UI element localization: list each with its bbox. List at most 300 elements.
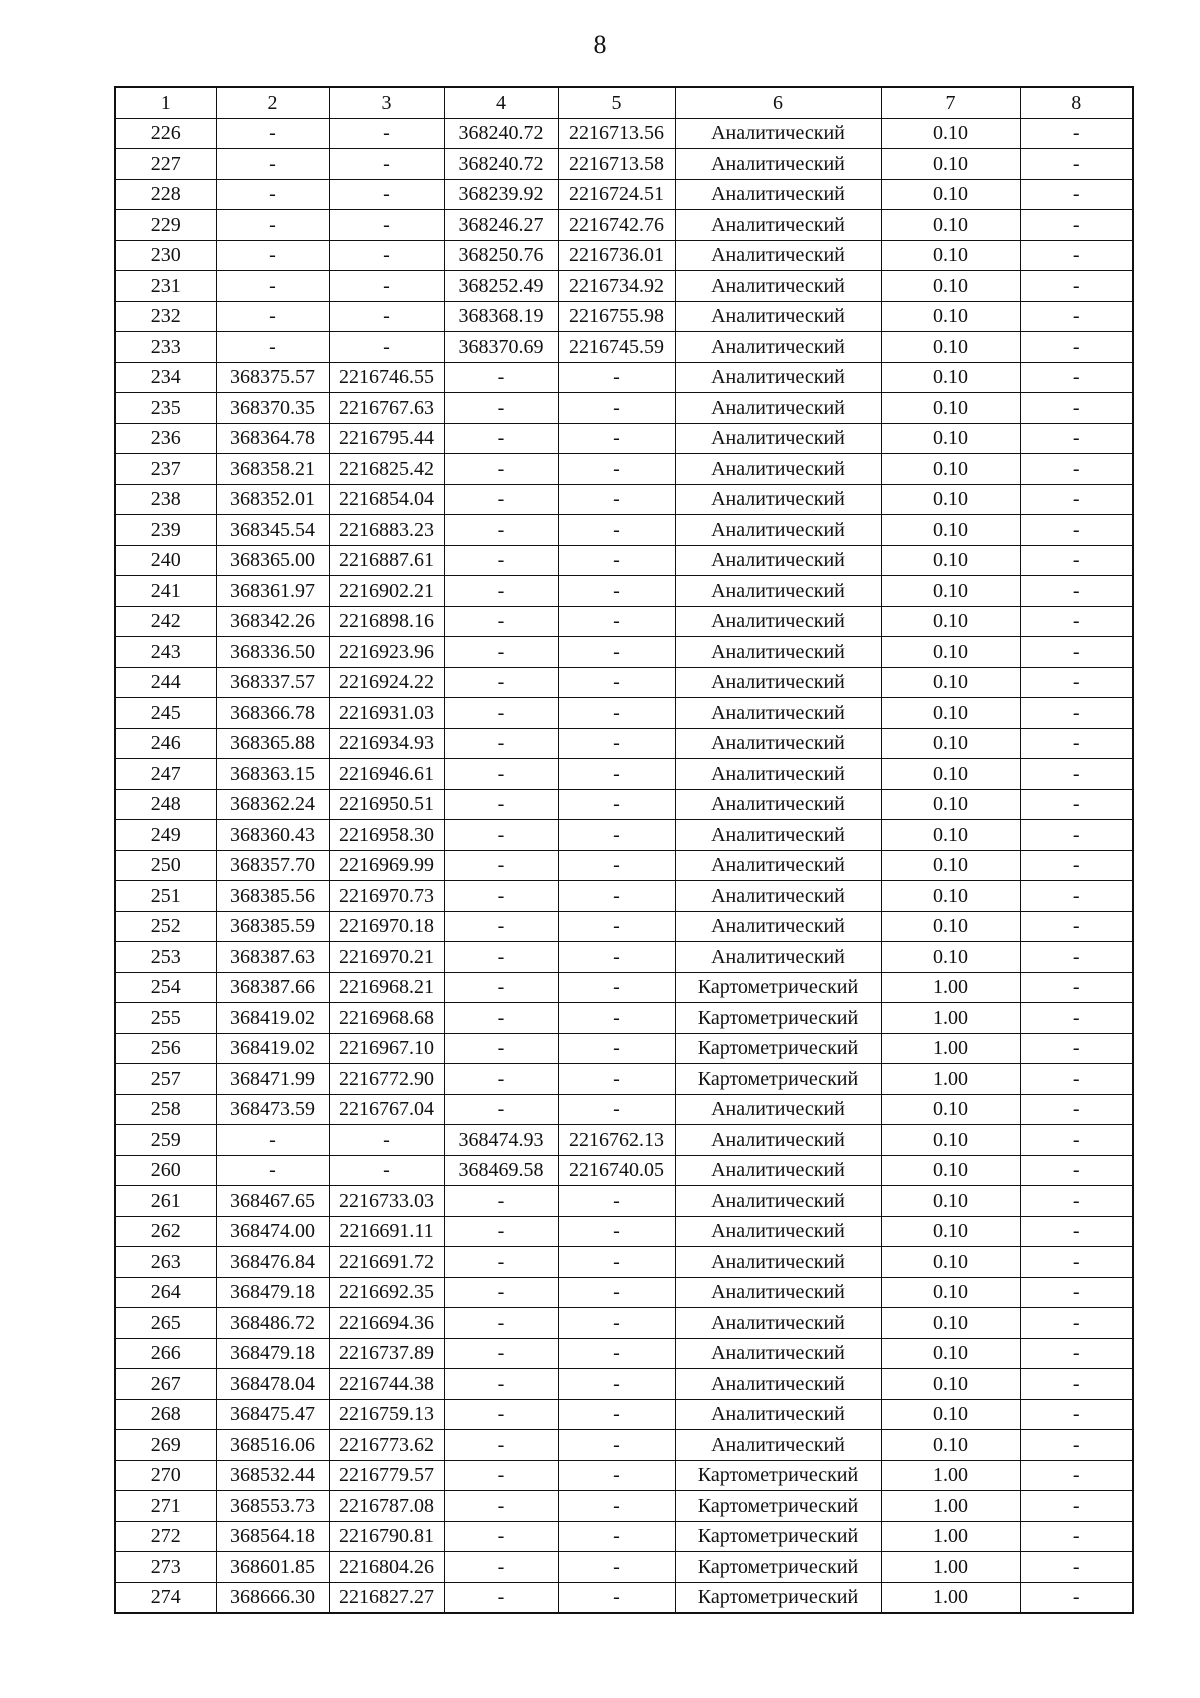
- determination-method-cell: Аналитический: [675, 759, 881, 790]
- refined-x-cell: -: [444, 1582, 558, 1613]
- determination-method-cell: Аналитический: [675, 423, 881, 454]
- accuracy-cell: 1.00: [881, 1521, 1020, 1552]
- existing-y-cell: -: [329, 179, 444, 210]
- note-cell: -: [1020, 1491, 1133, 1522]
- table-row: [115, 515, 1133, 546]
- existing-x-cell: 368419.02: [216, 1003, 329, 1034]
- refined-y-cell: -: [558, 881, 675, 912]
- note-cell: -: [1020, 423, 1133, 454]
- note-cell: -: [1020, 1003, 1133, 1034]
- existing-x-cell: 368366.78: [216, 698, 329, 729]
- note-cell: -: [1020, 911, 1133, 942]
- note-cell: -: [1020, 1552, 1133, 1583]
- accuracy-cell: 0.10: [881, 698, 1020, 729]
- determination-method-cell: Аналитический: [675, 484, 881, 515]
- refined-y-cell: -: [558, 1491, 675, 1522]
- determination-method-cell: Аналитический: [675, 362, 881, 393]
- existing-y-cell: 2216946.61: [329, 759, 444, 790]
- table-row: [115, 1399, 1133, 1430]
- refined-y-cell: 2216762.13: [558, 1125, 675, 1156]
- accuracy-cell: 0.10: [881, 637, 1020, 668]
- refined-x-cell: -: [444, 362, 558, 393]
- refined-y-cell: -: [558, 1460, 675, 1491]
- determination-method-cell: Аналитический: [675, 728, 881, 759]
- refined-x-cell: -: [444, 881, 558, 912]
- existing-x-cell: -: [216, 118, 329, 149]
- note-cell: -: [1020, 789, 1133, 820]
- point-number-cell: 251: [115, 881, 216, 912]
- table-row: [115, 362, 1133, 393]
- table-row: [115, 1491, 1133, 1522]
- accuracy-cell: 0.10: [881, 942, 1020, 973]
- existing-y-cell: 2216779.57: [329, 1460, 444, 1491]
- existing-x-cell: 368364.78: [216, 423, 329, 454]
- accuracy-cell: 0.10: [881, 393, 1020, 424]
- refined-y-cell: -: [558, 1369, 675, 1400]
- accuracy-cell: 0.10: [881, 728, 1020, 759]
- existing-y-cell: 2216958.30: [329, 820, 444, 851]
- determination-method-cell: Аналитический: [675, 454, 881, 485]
- refined-x-cell: -: [444, 576, 558, 607]
- existing-y-cell: 2216767.63: [329, 393, 444, 424]
- determination-method-cell: Аналитический: [675, 606, 881, 637]
- refined-y-cell: -: [558, 1582, 675, 1613]
- refined-x-cell: 368240.72: [444, 149, 558, 180]
- table-row: [115, 942, 1133, 973]
- refined-y-cell: -: [558, 789, 675, 820]
- existing-x-cell: 368365.00: [216, 545, 329, 576]
- refined-y-cell: -: [558, 637, 675, 668]
- table-row: [115, 1155, 1133, 1186]
- determination-method-cell: Аналитический: [675, 332, 881, 363]
- accuracy-cell: 0.10: [881, 423, 1020, 454]
- note-cell: -: [1020, 667, 1133, 698]
- determination-method-cell: Аналитический: [675, 1247, 881, 1278]
- existing-y-cell: -: [329, 301, 444, 332]
- refined-x-cell: 368370.69: [444, 332, 558, 363]
- point-number-cell: 272: [115, 1521, 216, 1552]
- refined-y-cell: -: [558, 820, 675, 851]
- note-cell: -: [1020, 301, 1133, 332]
- existing-x-cell: 368601.85: [216, 1552, 329, 1583]
- column-header: 1: [115, 87, 216, 118]
- table-body: [115, 118, 1133, 1613]
- note-cell: -: [1020, 1308, 1133, 1339]
- existing-x-cell: 368352.01: [216, 484, 329, 515]
- refined-y-cell: 2216713.56: [558, 118, 675, 149]
- refined-y-cell: 2216745.59: [558, 332, 675, 363]
- refined-x-cell: -: [444, 1003, 558, 1034]
- existing-x-cell: 368387.63: [216, 942, 329, 973]
- refined-y-cell: -: [558, 1430, 675, 1461]
- determination-method-cell: Аналитический: [675, 149, 881, 180]
- existing-y-cell: 2216887.61: [329, 545, 444, 576]
- refined-y-cell: -: [558, 1308, 675, 1339]
- note-cell: -: [1020, 942, 1133, 973]
- determination-method-cell: Аналитический: [675, 1369, 881, 1400]
- existing-x-cell: 368467.65: [216, 1186, 329, 1217]
- table-header-row: [115, 87, 1133, 118]
- point-number-cell: 246: [115, 728, 216, 759]
- accuracy-cell: 0.10: [881, 1277, 1020, 1308]
- existing-x-cell: -: [216, 1125, 329, 1156]
- accuracy-cell: 0.10: [881, 362, 1020, 393]
- point-number-cell: 269: [115, 1430, 216, 1461]
- refined-y-cell: -: [558, 393, 675, 424]
- point-number-cell: 271: [115, 1491, 216, 1522]
- refined-x-cell: -: [444, 1186, 558, 1217]
- refined-y-cell: -: [558, 1094, 675, 1125]
- existing-x-cell: 368479.18: [216, 1338, 329, 1369]
- note-cell: -: [1020, 881, 1133, 912]
- note-cell: -: [1020, 484, 1133, 515]
- point-number-cell: 236: [115, 423, 216, 454]
- determination-method-cell: Аналитический: [675, 1094, 881, 1125]
- point-number-cell: 239: [115, 515, 216, 546]
- refined-x-cell: -: [444, 606, 558, 637]
- existing-x-cell: 368357.70: [216, 850, 329, 881]
- existing-x-cell: 368475.47: [216, 1399, 329, 1430]
- existing-x-cell: 368666.30: [216, 1582, 329, 1613]
- accuracy-cell: 0.10: [881, 1155, 1020, 1186]
- refined-x-cell: -: [444, 911, 558, 942]
- table-row: [115, 1308, 1133, 1339]
- refined-x-cell: -: [444, 1430, 558, 1461]
- existing-y-cell: 2216931.03: [329, 698, 444, 729]
- existing-y-cell: -: [329, 210, 444, 241]
- existing-x-cell: -: [216, 149, 329, 180]
- point-number-cell: 268: [115, 1399, 216, 1430]
- accuracy-cell: 0.10: [881, 881, 1020, 912]
- existing-y-cell: 2216902.21: [329, 576, 444, 607]
- determination-method-cell: Аналитический: [675, 789, 881, 820]
- refined-x-cell: 368474.93: [444, 1125, 558, 1156]
- refined-x-cell: -: [444, 637, 558, 668]
- determination-method-cell: Аналитический: [675, 393, 881, 424]
- refined-y-cell: -: [558, 1399, 675, 1430]
- point-number-cell: 255: [115, 1003, 216, 1034]
- existing-y-cell: 2216767.04: [329, 1094, 444, 1125]
- point-number-cell: 274: [115, 1582, 216, 1613]
- column-header: 2: [216, 87, 329, 118]
- determination-method-cell: Картометрический: [675, 1521, 881, 1552]
- refined-y-cell: -: [558, 1247, 675, 1278]
- table-row: [115, 545, 1133, 576]
- point-number-cell: 256: [115, 1033, 216, 1064]
- refined-y-cell: -: [558, 1003, 675, 1034]
- note-cell: -: [1020, 179, 1133, 210]
- determination-method-cell: Аналитический: [675, 1399, 881, 1430]
- point-number-cell: 266: [115, 1338, 216, 1369]
- note-cell: -: [1020, 972, 1133, 1003]
- accuracy-cell: 0.10: [881, 1308, 1020, 1339]
- note-cell: -: [1020, 698, 1133, 729]
- point-number-cell: 250: [115, 850, 216, 881]
- accuracy-cell: 0.10: [881, 576, 1020, 607]
- accuracy-cell: 0.10: [881, 515, 1020, 546]
- page-number: 8: [593, 30, 607, 59]
- point-number-cell: 261: [115, 1186, 216, 1217]
- point-number-cell: 262: [115, 1216, 216, 1247]
- coordinates-table: [114, 86, 1134, 1614]
- refined-x-cell: 368246.27: [444, 210, 558, 241]
- refined-x-cell: -: [444, 1308, 558, 1339]
- point-number-cell: 259: [115, 1125, 216, 1156]
- point-number-cell: 233: [115, 332, 216, 363]
- refined-y-cell: -: [558, 1277, 675, 1308]
- note-cell: -: [1020, 1186, 1133, 1217]
- table-row: [115, 1430, 1133, 1461]
- existing-y-cell: 2216773.62: [329, 1430, 444, 1461]
- table-row: [115, 1277, 1133, 1308]
- point-number-cell: 247: [115, 759, 216, 790]
- determination-method-cell: Аналитический: [675, 881, 881, 912]
- refined-x-cell: -: [444, 789, 558, 820]
- accuracy-cell: 0.10: [881, 210, 1020, 241]
- refined-x-cell: -: [444, 1277, 558, 1308]
- refined-y-cell: -: [558, 423, 675, 454]
- refined-y-cell: 2216724.51: [558, 179, 675, 210]
- refined-x-cell: -: [444, 850, 558, 881]
- note-cell: -: [1020, 118, 1133, 149]
- point-number-cell: 228: [115, 179, 216, 210]
- existing-x-cell: -: [216, 301, 329, 332]
- refined-x-cell: -: [444, 1033, 558, 1064]
- note-cell: -: [1020, 637, 1133, 668]
- accuracy-cell: 0.10: [881, 1247, 1020, 1278]
- point-number-cell: 230: [115, 240, 216, 271]
- accuracy-cell: 0.10: [881, 545, 1020, 576]
- point-number-cell: 244: [115, 667, 216, 698]
- refined-x-cell: -: [444, 1064, 558, 1095]
- accuracy-cell: 0.10: [881, 454, 1020, 485]
- accuracy-cell: 0.10: [881, 484, 1020, 515]
- refined-x-cell: -: [444, 515, 558, 546]
- note-cell: -: [1020, 820, 1133, 851]
- refined-y-cell: -: [558, 698, 675, 729]
- refined-y-cell: -: [558, 1033, 675, 1064]
- point-number-cell: 227: [115, 149, 216, 180]
- accuracy-cell: 0.10: [881, 820, 1020, 851]
- note-cell: -: [1020, 210, 1133, 241]
- determination-method-cell: Аналитический: [675, 1308, 881, 1339]
- existing-y-cell: 2216694.36: [329, 1308, 444, 1339]
- refined-y-cell: -: [558, 942, 675, 973]
- accuracy-cell: 0.10: [881, 850, 1020, 881]
- determination-method-cell: Аналитический: [675, 1277, 881, 1308]
- point-number-cell: 248: [115, 789, 216, 820]
- table-row: [115, 1582, 1133, 1613]
- point-number-cell: 242: [115, 606, 216, 637]
- point-number-cell: 238: [115, 484, 216, 515]
- determination-method-cell: Картометрический: [675, 1460, 881, 1491]
- refined-x-cell: -: [444, 1521, 558, 1552]
- determination-method-cell: Аналитический: [675, 1430, 881, 1461]
- accuracy-cell: 0.10: [881, 149, 1020, 180]
- existing-x-cell: 368553.73: [216, 1491, 329, 1522]
- existing-x-cell: -: [216, 179, 329, 210]
- existing-y-cell: 2216744.38: [329, 1369, 444, 1400]
- existing-y-cell: 2216924.22: [329, 667, 444, 698]
- table-row: [115, 667, 1133, 698]
- determination-method-cell: Аналитический: [675, 515, 881, 546]
- determination-method-cell: Аналитический: [675, 240, 881, 271]
- table-row: [115, 1460, 1133, 1491]
- accuracy-cell: 1.00: [881, 1552, 1020, 1583]
- determination-method-cell: Аналитический: [675, 1125, 881, 1156]
- table-row: [115, 1186, 1133, 1217]
- refined-x-cell: 368250.76: [444, 240, 558, 271]
- refined-y-cell: -: [558, 515, 675, 546]
- existing-x-cell: 368471.99: [216, 1064, 329, 1095]
- note-cell: -: [1020, 1216, 1133, 1247]
- refined-y-cell: 2216736.01: [558, 240, 675, 271]
- point-number-cell: 240: [115, 545, 216, 576]
- table-row: [115, 271, 1133, 302]
- column-header: 6: [675, 87, 881, 118]
- table-row: [115, 240, 1133, 271]
- refined-x-cell: -: [444, 942, 558, 973]
- existing-x-cell: 368358.21: [216, 454, 329, 485]
- existing-y-cell: 2216967.10: [329, 1033, 444, 1064]
- refined-y-cell: 2216740.05: [558, 1155, 675, 1186]
- refined-y-cell: -: [558, 850, 675, 881]
- note-cell: -: [1020, 606, 1133, 637]
- existing-x-cell: 368387.66: [216, 972, 329, 1003]
- refined-x-cell: -: [444, 698, 558, 729]
- existing-y-cell: -: [329, 1155, 444, 1186]
- table-row: [115, 1338, 1133, 1369]
- determination-method-cell: Картометрический: [675, 1491, 881, 1522]
- determination-method-cell: Аналитический: [675, 210, 881, 241]
- determination-method-cell: Аналитический: [675, 1155, 881, 1186]
- existing-x-cell: 368385.59: [216, 911, 329, 942]
- note-cell: -: [1020, 454, 1133, 485]
- existing-x-cell: -: [216, 240, 329, 271]
- existing-y-cell: 2216970.21: [329, 942, 444, 973]
- table-row: [115, 820, 1133, 851]
- existing-y-cell: 2216691.72: [329, 1247, 444, 1278]
- table-row: [115, 759, 1133, 790]
- column-header: 8: [1020, 87, 1133, 118]
- existing-x-cell: 368532.44: [216, 1460, 329, 1491]
- accuracy-cell: 1.00: [881, 1582, 1020, 1613]
- table-row: [115, 911, 1133, 942]
- note-cell: -: [1020, 393, 1133, 424]
- point-number-cell: 234: [115, 362, 216, 393]
- determination-method-cell: Картометрический: [675, 1033, 881, 1064]
- existing-x-cell: 368361.97: [216, 576, 329, 607]
- refined-y-cell: -: [558, 911, 675, 942]
- existing-y-cell: 2216691.11: [329, 1216, 444, 1247]
- determination-method-cell: Аналитический: [675, 179, 881, 210]
- existing-y-cell: 2216737.89: [329, 1338, 444, 1369]
- existing-y-cell: 2216854.04: [329, 484, 444, 515]
- table-row: [115, 1369, 1133, 1400]
- refined-y-cell: -: [558, 728, 675, 759]
- determination-method-cell: Картометрический: [675, 1003, 881, 1034]
- existing-x-cell: 368365.88: [216, 728, 329, 759]
- note-cell: -: [1020, 362, 1133, 393]
- existing-y-cell: 2216795.44: [329, 423, 444, 454]
- refined-x-cell: -: [444, 1216, 558, 1247]
- refined-y-cell: -: [558, 667, 675, 698]
- refined-y-cell: -: [558, 454, 675, 485]
- refined-y-cell: -: [558, 606, 675, 637]
- existing-y-cell: 2216934.93: [329, 728, 444, 759]
- refined-y-cell: 2216713.58: [558, 149, 675, 180]
- table-row: [115, 1216, 1133, 1247]
- note-cell: -: [1020, 1399, 1133, 1430]
- point-number-cell: 270: [115, 1460, 216, 1491]
- table-row: [115, 1094, 1133, 1125]
- determination-method-cell: Аналитический: [675, 698, 881, 729]
- existing-x-cell: 368385.56: [216, 881, 329, 912]
- refined-x-cell: -: [444, 1460, 558, 1491]
- determination-method-cell: Картометрический: [675, 1582, 881, 1613]
- refined-y-cell: -: [558, 1186, 675, 1217]
- existing-y-cell: 2216746.55: [329, 362, 444, 393]
- table-row: [115, 301, 1133, 332]
- refined-x-cell: -: [444, 759, 558, 790]
- determination-method-cell: Аналитический: [675, 637, 881, 668]
- existing-y-cell: 2216950.51: [329, 789, 444, 820]
- accuracy-cell: 1.00: [881, 1460, 1020, 1491]
- table-row: [115, 1521, 1133, 1552]
- accuracy-cell: 0.10: [881, 301, 1020, 332]
- point-number-cell: 253: [115, 942, 216, 973]
- existing-x-cell: 368486.72: [216, 1308, 329, 1339]
- determination-method-cell: Аналитический: [675, 576, 881, 607]
- refined-x-cell: 368368.19: [444, 301, 558, 332]
- refined-x-cell: -: [444, 484, 558, 515]
- accuracy-cell: 0.10: [881, 606, 1020, 637]
- column-header: 4: [444, 87, 558, 118]
- existing-y-cell: -: [329, 149, 444, 180]
- determination-method-cell: Картометрический: [675, 972, 881, 1003]
- refined-x-cell: 368239.92: [444, 179, 558, 210]
- point-number-cell: 226: [115, 118, 216, 149]
- refined-x-cell: 368240.72: [444, 118, 558, 149]
- refined-y-cell: 2216742.76: [558, 210, 675, 241]
- point-number-cell: 258: [115, 1094, 216, 1125]
- existing-x-cell: -: [216, 332, 329, 363]
- existing-x-cell: 368419.02: [216, 1033, 329, 1064]
- existing-x-cell: 368363.15: [216, 759, 329, 790]
- determination-method-cell: Аналитический: [675, 667, 881, 698]
- existing-y-cell: 2216759.13: [329, 1399, 444, 1430]
- existing-y-cell: 2216923.96: [329, 637, 444, 668]
- refined-y-cell: -: [558, 1552, 675, 1583]
- refined-y-cell: -: [558, 759, 675, 790]
- point-number-cell: 237: [115, 454, 216, 485]
- refined-x-cell: -: [444, 545, 558, 576]
- existing-x-cell: 368337.57: [216, 667, 329, 698]
- existing-x-cell: 368564.18: [216, 1521, 329, 1552]
- existing-y-cell: 2216968.68: [329, 1003, 444, 1034]
- note-cell: -: [1020, 576, 1133, 607]
- refined-y-cell: -: [558, 1064, 675, 1095]
- determination-method-cell: Аналитический: [675, 301, 881, 332]
- table-row: [115, 1033, 1133, 1064]
- accuracy-cell: 0.10: [881, 1369, 1020, 1400]
- note-cell: -: [1020, 1155, 1133, 1186]
- existing-y-cell: -: [329, 1125, 444, 1156]
- existing-y-cell: 2216968.21: [329, 972, 444, 1003]
- table-row: [115, 850, 1133, 881]
- note-cell: -: [1020, 1247, 1133, 1278]
- table-row: [115, 149, 1133, 180]
